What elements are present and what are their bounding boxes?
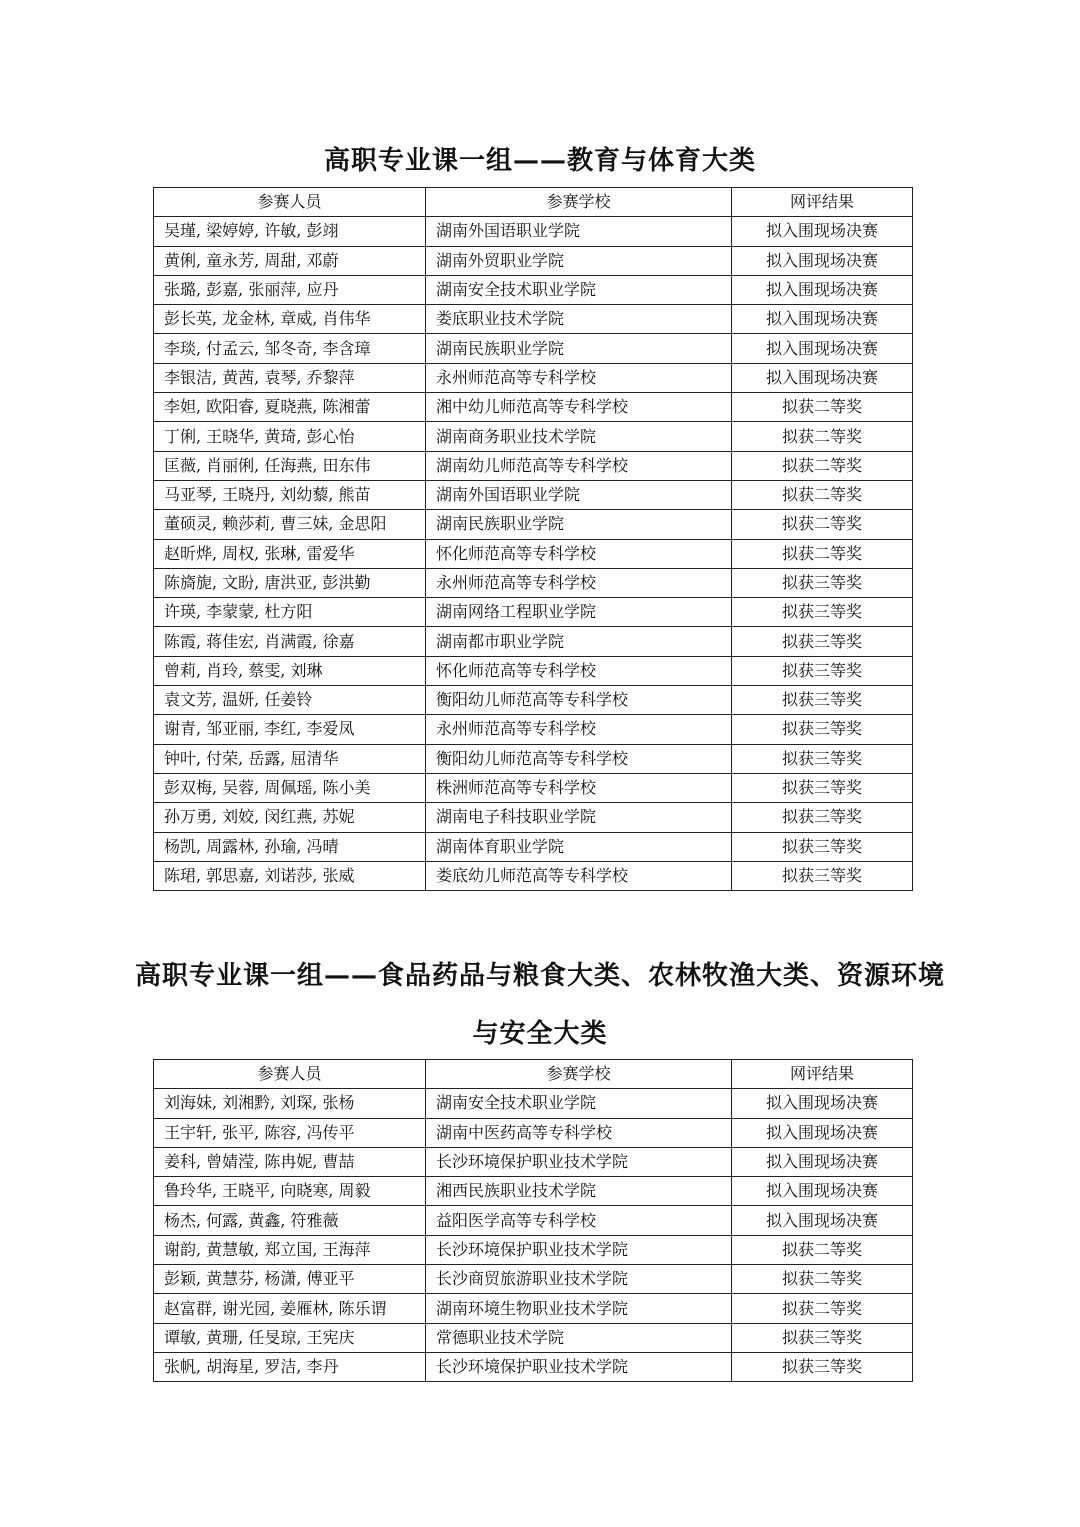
school-cell: 怀化师范高等专科学校 [426, 656, 732, 685]
result-cell: 拟获二等奖 [732, 539, 913, 568]
result-cell: 拟获三等奖 [732, 686, 913, 715]
school-cell: 永州师范高等专科学校 [426, 568, 732, 597]
table-row [154, 1118, 913, 1147]
school-cell: 长沙环境保护职业技术学院 [426, 1235, 732, 1264]
table-row [154, 480, 913, 509]
participants-cell: 许瑛, 李蒙蒙, 杜方阳 [154, 598, 426, 627]
participants-cell: 李琰, 付孟云, 邹冬奇, 李含璋 [154, 334, 426, 363]
school-cell: 益阳医学高等专科学校 [426, 1206, 732, 1235]
result-cell: 拟获二等奖 [732, 480, 913, 509]
section-1-table-body [154, 217, 913, 891]
table-row [154, 1206, 913, 1235]
school-cell: 湖南中医药高等专科学校 [426, 1118, 732, 1147]
participants-cell: 曾莉, 肖玲, 蔡雯, 刘琳 [154, 656, 426, 685]
result-cell: 拟获三等奖 [732, 627, 913, 656]
school-cell: 衡阳幼儿师范高等专科学校 [426, 686, 732, 715]
school-cell: 湖南体育职业学院 [426, 832, 732, 861]
section-1-results-table [153, 187, 913, 891]
result-cell: 拟入围现场决赛 [732, 1177, 913, 1206]
table-row [154, 1294, 913, 1323]
header-school: 参赛学校 [426, 188, 732, 217]
table-row [154, 656, 913, 685]
result-cell: 拟获二等奖 [732, 451, 913, 480]
result-cell: 拟获三等奖 [732, 568, 913, 597]
school-cell: 长沙环境保护职业技术学院 [426, 1147, 732, 1176]
participants-cell: 孙万勇, 刘姣, 闵红燕, 苏妮 [154, 803, 426, 832]
result-cell: 拟入围现场决赛 [732, 217, 913, 246]
participants-cell: 姜科, 曾婧滢, 陈冉妮, 曹喆 [154, 1147, 426, 1176]
table-row [154, 1089, 913, 1118]
participants-cell: 陈霞, 蒋佳宏, 肖满霞, 徐嘉 [154, 627, 426, 656]
participants-cell: 谢韵, 黄慧敏, 郑立国, 王海萍 [154, 1235, 426, 1264]
participants-cell: 李妲, 欧阳睿, 夏晓燕, 陈湘蕾 [154, 393, 426, 422]
school-cell: 衡阳幼儿师范高等专科学校 [426, 744, 732, 773]
participants-cell: 丁俐, 王晓华, 黄琦, 彭心怡 [154, 422, 426, 451]
table-row [154, 598, 913, 627]
table-row [154, 568, 913, 597]
result-cell: 拟入围现场决赛 [732, 1147, 913, 1176]
header-school: 参赛学校 [426, 1060, 732, 1089]
participants-cell: 杨杰, 何露, 黄鑫, 符雅薇 [154, 1206, 426, 1235]
result-cell: 拟获二等奖 [732, 1265, 913, 1294]
participants-cell: 张帆, 胡海星, 罗洁, 李丹 [154, 1352, 426, 1381]
result-cell: 拟获三等奖 [732, 656, 913, 685]
result-cell: 拟获二等奖 [732, 393, 913, 422]
result-cell: 拟入围现场决赛 [732, 363, 913, 392]
result-cell: 拟获三等奖 [732, 832, 913, 861]
result-cell: 拟获三等奖 [732, 803, 913, 832]
school-cell: 湖南安全技术职业学院 [426, 1089, 732, 1118]
school-cell: 永州师范高等专科学校 [426, 715, 732, 744]
school-cell: 湖南网络工程职业学院 [426, 598, 732, 627]
participants-cell: 彭颖, 黄慧芬, 杨潇, 傅亚平 [154, 1265, 426, 1294]
participants-cell: 谭敏, 黄珊, 任旻琼, 王宪庆 [154, 1323, 426, 1352]
result-cell: 拟获三等奖 [732, 1352, 913, 1381]
school-cell: 永州师范高等专科学校 [426, 363, 732, 392]
table-row [154, 861, 913, 890]
participants-cell: 赵昕烨, 周权, 张琳, 雷爱华 [154, 539, 426, 568]
table-row [154, 539, 913, 568]
result-cell: 拟入围现场决赛 [732, 305, 913, 334]
participants-cell: 刘海妹, 刘湘黔, 刘琛, 张杨 [154, 1089, 426, 1118]
table-row [154, 744, 913, 773]
result-cell: 拟入围现场决赛 [732, 1118, 913, 1147]
table-row [154, 393, 913, 422]
school-cell: 娄底职业技术学院 [426, 305, 732, 334]
participants-cell: 鲁玲华, 王晓平, 向晓寒, 周毅 [154, 1177, 426, 1206]
school-cell: 湖南外贸职业学院 [426, 246, 732, 275]
participants-cell: 袁文芳, 温妍, 任姜铃 [154, 686, 426, 715]
result-cell: 拟入围现场决赛 [732, 1089, 913, 1118]
school-cell: 湖南环境生物职业技术学院 [426, 1294, 732, 1323]
table-row [154, 715, 913, 744]
school-cell: 湖南外国语职业学院 [426, 217, 732, 246]
participants-cell: 杨凯, 周露林, 孙瑜, 冯晴 [154, 832, 426, 861]
table-row [154, 803, 913, 832]
school-cell: 湖南幼儿师范高等专科学校 [426, 451, 732, 480]
participants-cell: 王宇轩, 张平, 陈容, 冯传平 [154, 1118, 426, 1147]
school-cell: 湖南外国语职业学院 [426, 480, 732, 509]
result-cell: 拟获二等奖 [732, 422, 913, 451]
participants-cell: 李银洁, 黄茜, 袁琴, 乔黎萍 [154, 363, 426, 392]
result-cell: 拟获二等奖 [732, 1235, 913, 1264]
participants-cell: 钟叶, 付荣, 岳露, 屈清华 [154, 744, 426, 773]
table-row [154, 627, 913, 656]
result-cell: 拟获三等奖 [732, 744, 913, 773]
school-cell: 长沙商贸旅游职业技术学院 [426, 1265, 732, 1294]
table-row [154, 1235, 913, 1264]
school-cell: 湖南电子科技职业学院 [426, 803, 732, 832]
participants-cell: 吴瑾, 梁婷婷, 许敏, 彭翊 [154, 217, 426, 246]
header-result: 网评结果 [732, 1060, 913, 1089]
school-cell: 湖南商务职业技术学院 [426, 422, 732, 451]
school-cell: 长沙环境保护职业技术学院 [426, 1352, 732, 1381]
school-cell: 湖南民族职业学院 [426, 334, 732, 363]
header-participants: 参赛人员 [154, 188, 426, 217]
result-cell: 拟获二等奖 [732, 510, 913, 539]
section-2-title-line-2: 与安全大类 [472, 1019, 608, 1049]
participants-cell: 陈旖旎, 文盼, 唐洪亚, 彭洪勤 [154, 568, 426, 597]
participants-cell: 陈珺, 郭思嘉, 刘诺莎, 张威 [154, 861, 426, 890]
table-row [154, 1265, 913, 1294]
result-cell: 拟获二等奖 [732, 1294, 913, 1323]
result-cell: 拟入围现场决赛 [732, 246, 913, 275]
participants-cell: 马亚琴, 王晓丹, 刘幼藜, 熊苗 [154, 480, 426, 509]
school-cell: 娄底幼儿师范高等专科学校 [426, 861, 732, 890]
table-row [154, 334, 913, 363]
table-row [154, 1177, 913, 1206]
result-cell: 拟入围现场决赛 [732, 275, 913, 304]
participants-cell: 彭双梅, 吴蓉, 周佩瑶, 陈小美 [154, 773, 426, 802]
school-cell: 湖南都市职业学院 [426, 627, 732, 656]
section-1-title: 高职专业课一组——教育与体育大类 [323, 146, 756, 176]
table-row [154, 510, 913, 539]
participants-cell: 黄俐, 童永芳, 周甜, 邓蔚 [154, 246, 426, 275]
result-cell: 拟获三等奖 [732, 715, 913, 744]
participants-cell: 彭长英, 龙金林, 章威, 肖伟华 [154, 305, 426, 334]
section-2-table-body [154, 1089, 913, 1382]
table-row [154, 832, 913, 861]
table-row [154, 275, 913, 304]
participants-cell: 匡薇, 肖丽俐, 任海燕, 田东伟 [154, 451, 426, 480]
section-2-results-table [153, 1059, 913, 1382]
participants-cell: 董硕灵, 赖莎莉, 曹三妹, 金思阳 [154, 510, 426, 539]
participants-cell: 赵富群, 谢光园, 姜雁林, 陈乐谓 [154, 1294, 426, 1323]
table-row [154, 217, 913, 246]
section-2-title-line-1: 高职专业课一组——食品药品与粮食大类、农林牧渔大类、资源环境 [134, 961, 945, 991]
table-row [154, 1323, 913, 1352]
school-cell: 常德职业技术学院 [426, 1323, 732, 1352]
table-row [154, 1147, 913, 1176]
table-row [154, 773, 913, 802]
table-header-row [154, 1060, 913, 1089]
table-row [154, 363, 913, 392]
table-row [154, 1352, 913, 1381]
result-cell: 拟获三等奖 [732, 1323, 913, 1352]
table-row [154, 451, 913, 480]
table-header-row [154, 188, 913, 217]
table-row [154, 305, 913, 334]
result-cell: 拟获三等奖 [732, 773, 913, 802]
participants-cell: 张璐, 彭嘉, 张丽萍, 应丹 [154, 275, 426, 304]
school-cell: 湖南安全技术职业学院 [426, 275, 732, 304]
header-participants: 参赛人员 [154, 1060, 426, 1089]
school-cell: 株洲师范高等专科学校 [426, 773, 732, 802]
school-cell: 湖南民族职业学院 [426, 510, 732, 539]
table-row [154, 246, 913, 275]
result-cell: 拟获三等奖 [732, 861, 913, 890]
result-cell: 拟获三等奖 [732, 598, 913, 627]
school-cell: 湘中幼儿师范高等专科学校 [426, 393, 732, 422]
school-cell: 湘西民族职业技术学院 [426, 1177, 732, 1206]
school-cell: 怀化师范高等专科学校 [426, 539, 732, 568]
header-result: 网评结果 [732, 188, 913, 217]
table-row [154, 422, 913, 451]
result-cell: 拟入围现场决赛 [732, 1206, 913, 1235]
participants-cell: 谢青, 邹亚丽, 李红, 李爱凤 [154, 715, 426, 744]
table-row [154, 686, 913, 715]
result-cell: 拟入围现场决赛 [732, 334, 913, 363]
